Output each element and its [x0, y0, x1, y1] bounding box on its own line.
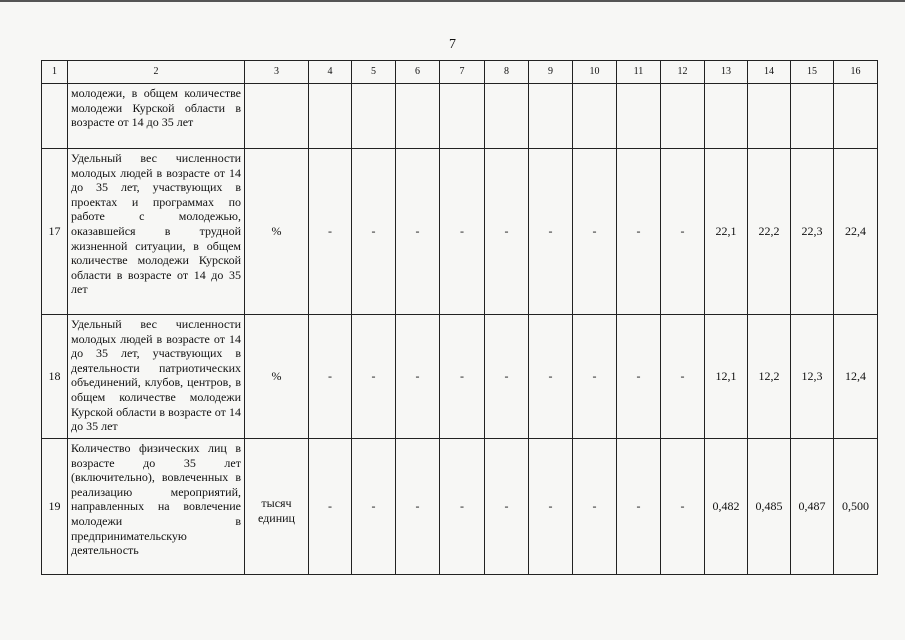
- column-header: 2: [68, 61, 245, 84]
- value-cell: [352, 84, 396, 149]
- row-number: 17: [42, 149, 68, 315]
- column-header: 3: [245, 61, 309, 84]
- value-cell: [529, 84, 573, 149]
- column-header: 5: [352, 61, 396, 84]
- row-number: [42, 84, 68, 149]
- value-cell: -: [396, 149, 440, 315]
- value-cell: [705, 84, 748, 149]
- value-cell: [573, 84, 617, 149]
- column-header: 6: [396, 61, 440, 84]
- unit-cell: тысяч единиц: [245, 439, 309, 575]
- value-cell: -: [440, 315, 485, 439]
- indicator-description: Количество физических лиц в возрасте до 35 лет (включительно), вовлеченных в реализацию мероприятий, направленных на вовлечение молодежи в предпринимательскую деятельность: [68, 439, 245, 575]
- value-cell: 12,1: [705, 315, 748, 439]
- scan-top-edge: [0, 0, 905, 2]
- indicators-table: [41, 60, 878, 575]
- value-cell: -: [661, 439, 705, 575]
- column-header: 14: [748, 61, 791, 84]
- value-cell: -: [573, 315, 617, 439]
- row-number: 19: [42, 439, 68, 575]
- value-cell: [440, 84, 485, 149]
- indicator-description: Удельный вес численности молодых людей в возрасте от 14 до 35 лет, участвующих в деятельности патриотических объединений, клубов, центров, в общем количестве молодежи Курской области в возрасте от 14 до 35 лет: [68, 315, 245, 439]
- value-cell: -: [573, 439, 617, 575]
- value-cell: [617, 84, 661, 149]
- column-header: 10: [573, 61, 617, 84]
- table-row: [42, 149, 878, 315]
- column-header: 8: [485, 61, 529, 84]
- value-cell: 12,3: [791, 315, 834, 439]
- column-header: 16: [834, 61, 878, 84]
- value-cell: -: [485, 315, 529, 439]
- column-header: 13: [705, 61, 748, 84]
- column-header: 9: [529, 61, 573, 84]
- value-cell: 0,485: [748, 439, 791, 575]
- value-cell: -: [309, 149, 352, 315]
- value-cell: [748, 84, 791, 149]
- row-number: 18: [42, 315, 68, 439]
- unit-cell: %: [245, 315, 309, 439]
- page-number: 7: [449, 37, 456, 52]
- indicator-description: молодежи, в общем количестве молодежи Курской области в возрасте от 14 до 35 лет: [68, 84, 245, 149]
- column-header: 15: [791, 61, 834, 84]
- value-cell: -: [309, 439, 352, 575]
- value-cell: -: [573, 149, 617, 315]
- value-cell: -: [661, 149, 705, 315]
- value-cell: [309, 84, 352, 149]
- column-number-row: [42, 61, 878, 84]
- value-cell: 0,487: [791, 439, 834, 575]
- value-cell: 22,4: [834, 149, 878, 315]
- value-cell: -: [309, 315, 352, 439]
- value-cell: -: [485, 149, 529, 315]
- unit-cell: [245, 84, 309, 149]
- value-cell: -: [529, 149, 573, 315]
- value-cell: 22,2: [748, 149, 791, 315]
- unit-cell: %: [245, 149, 309, 315]
- value-cell: -: [352, 149, 396, 315]
- value-cell: [661, 84, 705, 149]
- value-cell: 12,2: [748, 315, 791, 439]
- value-cell: -: [485, 439, 529, 575]
- value-cell: 22,1: [705, 149, 748, 315]
- column-header: 1: [42, 61, 68, 84]
- value-cell: 0,482: [705, 439, 748, 575]
- value-cell: -: [352, 439, 396, 575]
- value-cell: -: [529, 439, 573, 575]
- value-cell: -: [529, 315, 573, 439]
- value-cell: [791, 84, 834, 149]
- value-cell: -: [440, 439, 485, 575]
- value-cell: -: [352, 315, 396, 439]
- value-cell: -: [396, 439, 440, 575]
- value-cell: -: [661, 315, 705, 439]
- value-cell: -: [617, 149, 661, 315]
- column-header: 4: [309, 61, 352, 84]
- value-cell: -: [396, 315, 440, 439]
- column-header: 11: [617, 61, 661, 84]
- value-cell: 0,500: [834, 439, 878, 575]
- value-cell: [485, 84, 529, 149]
- value-cell: 12,4: [834, 315, 878, 439]
- table-row: [42, 84, 878, 149]
- value-cell: -: [617, 315, 661, 439]
- column-header: 7: [440, 61, 485, 84]
- value-cell: -: [440, 149, 485, 315]
- indicator-description: Удельный вес численности молодых людей в возрасте от 14 до 35 лет, участвующих в проектах и программах по работе с молодежью, оказавшейся в трудной жизненной ситуации, в общем количестве молодежи Курской области в возрасте от 14 до 35 лет: [68, 149, 245, 315]
- value-cell: 22,3: [791, 149, 834, 315]
- value-cell: [396, 84, 440, 149]
- value-cell: -: [617, 439, 661, 575]
- table-row: [42, 315, 878, 439]
- column-header: 12: [661, 61, 705, 84]
- value-cell: [834, 84, 878, 149]
- table-row: [42, 439, 878, 575]
